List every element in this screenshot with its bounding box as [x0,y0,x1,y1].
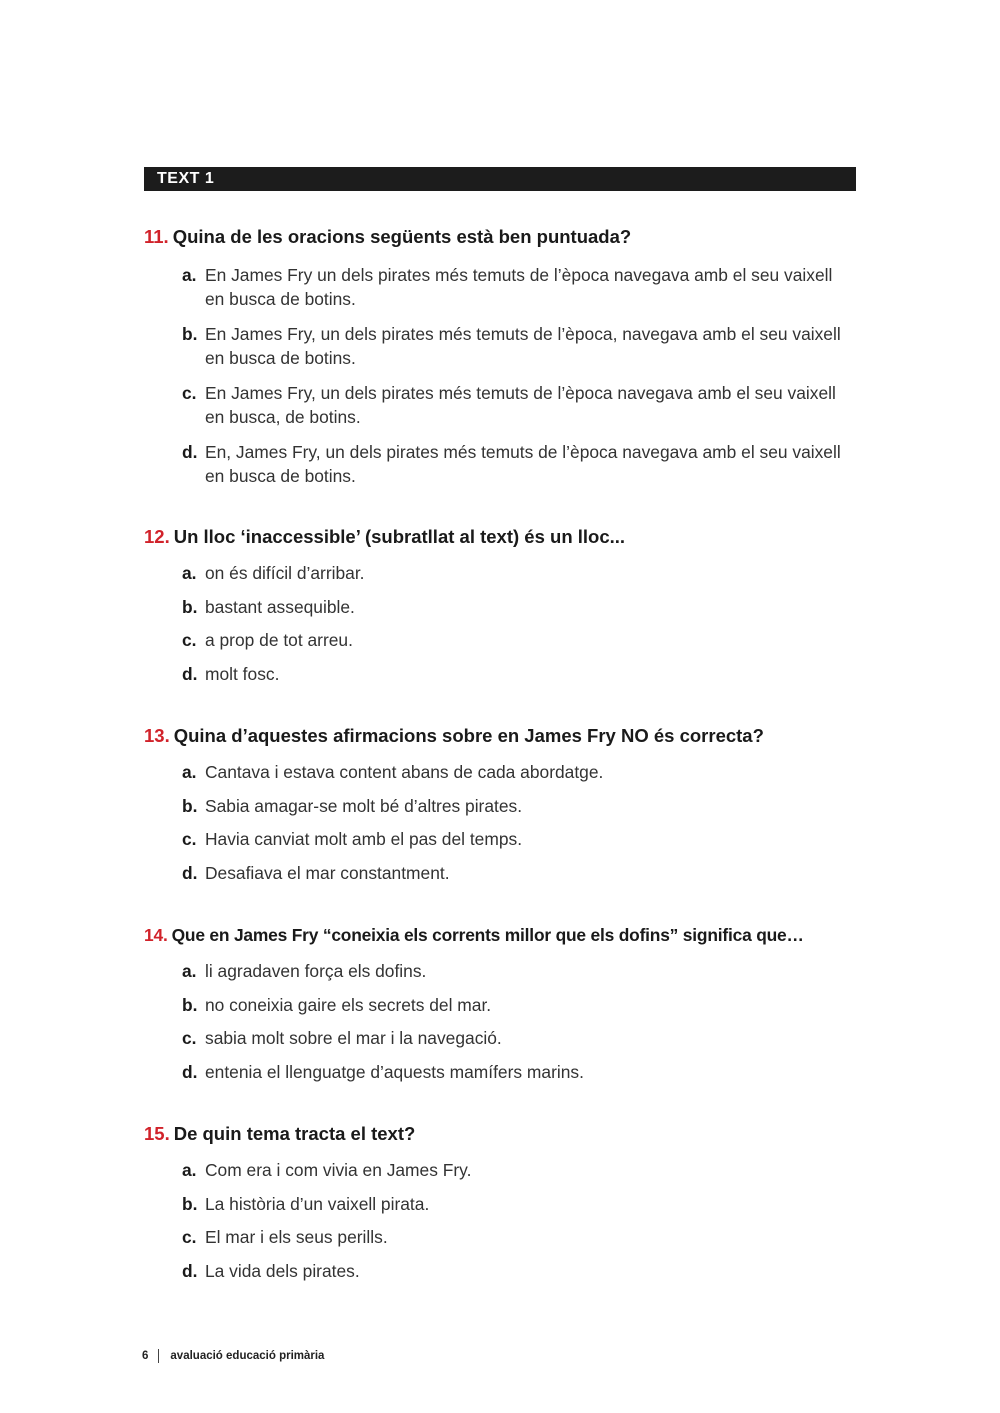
option-text: Havia canviat molt amb el pas del temps. [205,829,523,849]
question-title [144,225,864,249]
footer-label: avaluació educació primària [170,1350,325,1362]
option-letter: a. [182,961,197,981]
question-number: 15. [144,1123,170,1144]
option-text: on és difícil d’arribar. [205,563,365,583]
option-a[interactable] [144,960,864,984]
option-letter: a. [182,1160,197,1180]
section-header: TEXT 1 [144,167,856,191]
question-title [144,1122,864,1146]
option-a[interactable] [144,562,864,586]
option-d[interactable] [144,1061,864,1085]
question-text: Un lloc ‘inaccessible’ (subratllat al text) és un lloc... [173,526,626,547]
option-list [144,562,864,686]
option-c[interactable] [144,382,845,429]
question-text: Que en James Fry “coneixia els corrents millor que els dofins” significa que… [171,925,804,945]
question-number: 14. [144,925,168,945]
option-d[interactable] [144,1260,864,1284]
option-d[interactable] [144,663,864,687]
option-letter: c. [182,630,197,650]
option-c[interactable] [144,1027,864,1051]
option-text: Sabia amagar-se molt bé d’altres pirates. [205,795,523,816]
option-letter: c. [182,829,197,849]
option-letter: a. [182,563,197,583]
option-letter: a. [182,265,197,285]
option-c[interactable] [144,629,864,653]
option-letter: b. [182,795,198,816]
option-text: En, James Fry, un dels pirates més temuts de l’època navegava amb el seu vaixell en busca de botins. [205,442,841,486]
question-number: 11. [144,226,169,247]
question-text: De quin tema tracta el text? [173,1123,416,1144]
question-14 [144,923,864,1084]
option-text: El mar i els seus perills. [205,1227,388,1247]
option-letter: b. [182,324,198,344]
question-title [144,724,864,748]
option-c[interactable] [144,1226,864,1250]
option-b[interactable] [144,795,864,819]
option-list [144,1159,864,1283]
option-b[interactable] [144,596,864,620]
question-13 [144,724,864,885]
option-letter: d. [182,862,198,883]
option-text: La vida dels pirates. [205,1260,360,1281]
option-text: no coneixia gaire els secrets del mar. [205,994,492,1015]
option-letter: c. [182,1227,197,1247]
option-a[interactable] [144,761,864,785]
option-text: sabia molt sobre el mar i la navegació. [205,1028,502,1048]
option-c[interactable] [144,828,864,852]
option-text: molt fosc. [205,663,280,684]
option-text: En James Fry, un dels pirates més temuts de l’època, navegava amb el seu vaixell en busca de botins. [205,324,841,368]
option-list [144,264,864,488]
option-text: Com era i com vivia en James Fry. [205,1160,472,1180]
option-text: bastant assequible. [205,596,355,617]
option-a[interactable] [144,264,845,311]
option-letter: d. [182,1061,198,1082]
question-text: Quina d’aquestes afirmacions sobre en James Fry NO és correcta? [173,725,764,746]
option-text: Desafiava el mar constantment. [205,862,450,883]
option-text: li agradaven força els dofins. [205,961,427,981]
question-15 [144,1122,864,1283]
option-text: En James Fry un dels pirates més temuts de l’època navegava amb el seu vaixell en busca de botins. [205,265,833,309]
option-letter: c. [182,1028,197,1048]
option-d[interactable] [144,441,845,488]
question-number: 12. [144,526,170,547]
option-letter: d. [182,663,198,684]
option-list [144,960,864,1084]
page-footer [142,1348,324,1364]
question-11 [144,225,864,488]
option-list [144,761,864,885]
option-text: En James Fry, un dels pirates més temuts de l’època navegava amb el seu vaixell en busca, de botins. [205,383,836,427]
question-number: 13. [144,725,170,746]
option-d[interactable] [144,862,864,886]
option-letter: c. [182,383,197,403]
option-b[interactable] [144,323,845,370]
option-b[interactable] [144,1193,864,1217]
option-a[interactable] [144,1159,864,1183]
option-text: entenia el llenguatge d’aquests mamífers marins. [205,1061,584,1082]
option-b[interactable] [144,994,864,1018]
page-number: 6 [142,1350,149,1362]
option-letter: a. [182,762,197,782]
option-text: Cantava i estava content abans de cada abordatge. [205,762,604,782]
option-letter: b. [182,596,198,617]
question-12 [144,525,864,686]
question-text: Quina de les oracions següents està ben puntuada? [172,226,632,247]
option-text: La història d’un vaixell pirata. [205,1193,430,1214]
footer-divider [158,1349,159,1363]
question-title [144,923,864,947]
question-title [144,525,864,549]
option-letter: b. [182,1193,198,1214]
option-letter: d. [182,1260,198,1281]
option-text: a prop de tot arreu. [205,630,353,650]
option-letter: d. [182,442,198,462]
option-letter: b. [182,994,198,1015]
